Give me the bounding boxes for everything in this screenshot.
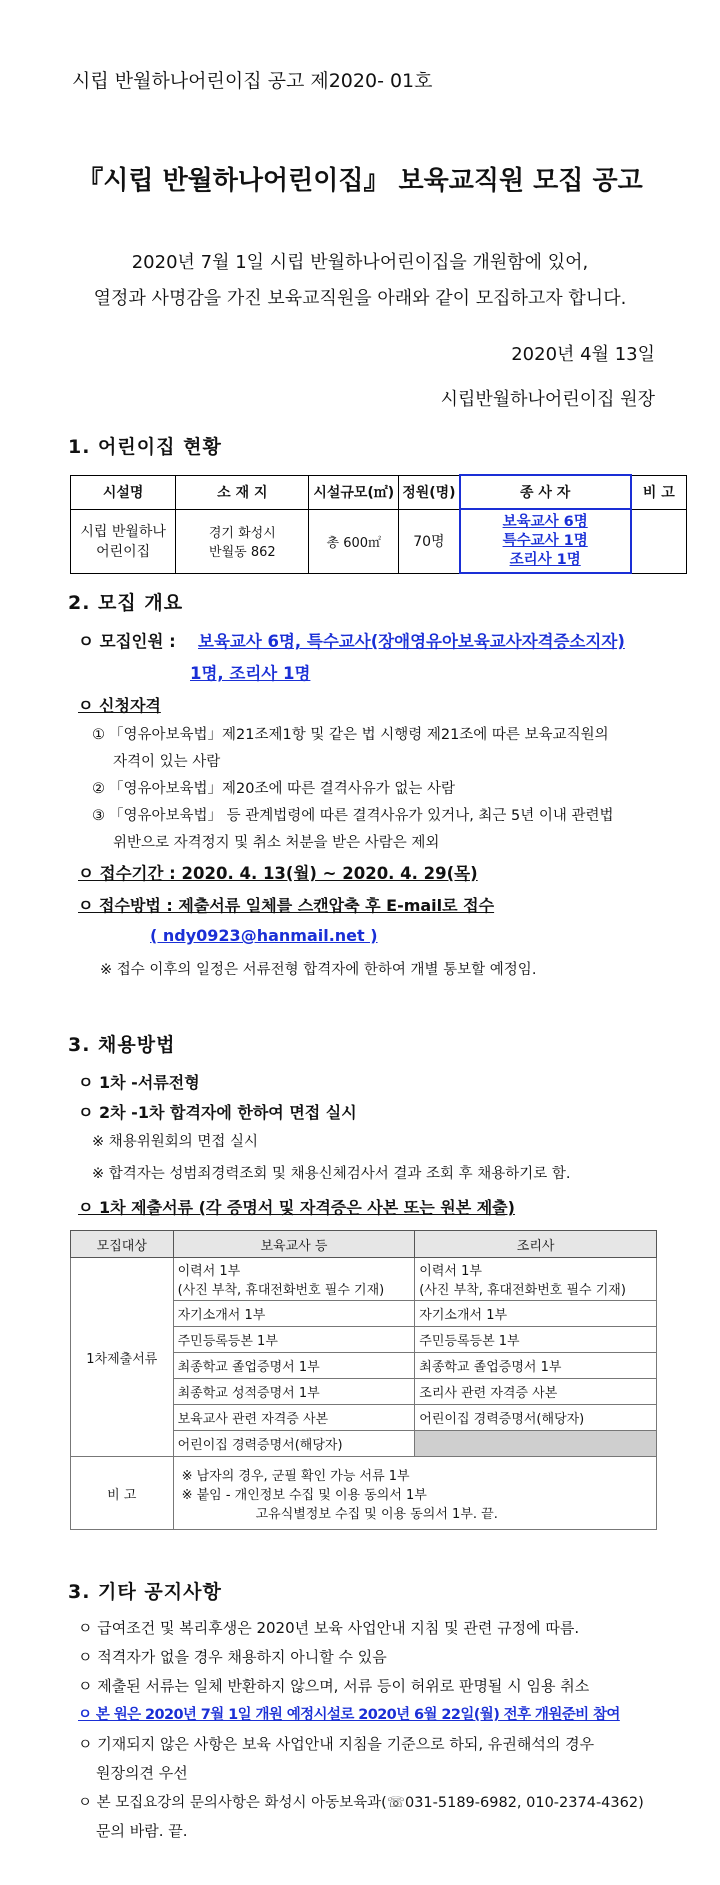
intro-line-2: 열정과 사명감을 가진 보육교직원을 아래와 같이 모집하고자 합니다. (93, 288, 627, 309)
step-note-1: ※ 채용위원회의 면접 실시 (92, 1134, 259, 1150)
section-2-heading: 2. 모집 개요 (68, 592, 184, 614)
application-note: ※ 접수 이후의 일정은 서류전형 합격자에 한하여 개별 통보할 예정임. (100, 962, 537, 978)
col-target: 모집대상 (71, 1231, 174, 1258)
step-1: ㅇ 1차 -서류전형 (78, 1073, 200, 1092)
facility-table-row (71, 509, 687, 573)
cook-doc: 주민등록등본 1부 (415, 1327, 657, 1353)
documents-row-label: 1차제출서류 (71, 1258, 174, 1457)
intro-line-1: 2020년 7월 1일 시립 반월하나어린이집을 개원함에 있어, (131, 252, 589, 273)
qualification-2: ② 「영유아보육법」제20조에 따른 결격사유가 없는 사람 (92, 781, 456, 797)
facility-table-header (71, 475, 687, 509)
notice-item: ㅇ 급여조건 및 복리후생은 2020년 보육 사업안내 지침 및 관련 규정에 따름. (78, 1619, 580, 1637)
teacher-doc: 최종학교 성적증명서 1부 (173, 1379, 415, 1405)
teacher-doc: 보육교사 관련 자격증 사본 (173, 1405, 415, 1431)
page-title: 『시립 반월하나어린이집』 보육교직원 모집 공고 (77, 166, 643, 196)
step-note-2: ※ 합격자는 성범죄경력조회 및 채용신체검사서 결과 조회 후 채용하기로 함. (92, 1166, 571, 1182)
col-facility-name: 시설명 (71, 475, 176, 509)
step-2: ㅇ 2차 -1차 합격자에 한하여 면접 실시 (78, 1103, 357, 1122)
facility-size: 총 600㎡ (309, 509, 399, 573)
facility-table (70, 474, 687, 574)
facility-note (631, 509, 687, 573)
cook-doc: 이력서 1부 (사진 부착, 휴대전화번호 필수 기재) (415, 1258, 657, 1301)
notice-number: 시립 반월하나어린이집 공고 제2020- 01호 (72, 70, 433, 92)
recruit-line-1: 보육교사 6명, 특수교사(장애영유아보육교사자격증소지자) (198, 632, 625, 651)
teacher-doc: 이력서 1부 (사진 부착, 휴대전화번호 필수 기재) (173, 1258, 415, 1301)
col-size: 시설규모(㎡) (309, 475, 399, 509)
facility-capacity: 70명 (399, 509, 460, 573)
cook-doc: 자기소개서 1부 (415, 1301, 657, 1327)
section-4-heading: 3. 기타 공지사항 (68, 1581, 222, 1603)
col-cook: 조리사 (415, 1231, 657, 1258)
cook-doc-empty (415, 1431, 657, 1457)
notice-item: ㅇ 적격자가 없을 경우 채용하지 아니할 수 있음 (78, 1648, 387, 1666)
notice-signer: 시립반월하나어린이집 원장 (440, 389, 655, 410)
notice-item: ㅇ 제출된 서류는 일체 반환하지 않으며, 서류 등이 허위로 판명될 시 임용 취소 (78, 1677, 590, 1695)
recruit-label: ㅇ 모집인원 : (78, 632, 176, 651)
qualification-3-cont: 위반으로 자격정지 및 취소 처분을 받은 사람은 제외 (113, 835, 440, 851)
documents-row (71, 1258, 657, 1301)
application-email[interactable]: ( ndy0923@hanmail.net ) (150, 926, 378, 945)
remarks: ※ 남자의 경우, 군필 확인 가능 서류 1부 ※ 붙임 - 개인정보 수집 및 이용 동의서 1부 고유식별정보 수집 및 이용 동의서 1부. 끝. (173, 1457, 656, 1530)
remarks-label: 비 고 (71, 1457, 174, 1530)
application-method: ㅇ 접수방법 : 제출서류 일체를 스캔압축 후 E-mail로 접수 (78, 896, 495, 915)
notice-item: ㅇ 기재되지 않은 사항은 보육 사업안내 지침을 기준으로 하되, 유권해석의 경우 (78, 1735, 595, 1753)
section-3-heading: 3. 채용방법 (68, 1034, 176, 1056)
notice-item-cont: 원장의견 우선 (96, 1764, 188, 1782)
documents-table (70, 1230, 657, 1530)
documents-remarks-row (71, 1457, 657, 1530)
recruit-line-2: 1명, 조리사 1명 (190, 664, 311, 683)
col-note: 비 고 (631, 475, 687, 509)
col-capacity: 정원(명) (399, 475, 460, 509)
cook-doc: 어린이집 경력증명서(해당자) (415, 1405, 657, 1431)
documents-table-header (71, 1231, 657, 1258)
facility-staff: 보육교사 6명 특수교사 1명 조리사 1명 (460, 509, 631, 573)
application-period: ㅇ 접수기간 : 2020. 4. 13(월) ~ 2020. 4. 29(목) (78, 864, 478, 883)
teacher-doc: 최종학교 졸업증명서 1부 (173, 1353, 415, 1379)
cook-doc: 최종학교 졸업증명서 1부 (415, 1353, 657, 1379)
notice-item: ㅇ 본 모집요강의 문의사항은 화성시 아동보육과(☏031-5189-6982, 010-2374-4362) (78, 1795, 644, 1811)
facility-name: 시립 반월하나 어린이집 (71, 509, 176, 573)
teacher-doc: 어린이집 경력증명서(해당자) (173, 1431, 415, 1457)
notice-item-highlight: ㅇ 본 원은 2020년 7월 1일 개원 예정시설로 2020년 6월 22일(월) 전후 개원준비 참여 (78, 1707, 620, 1723)
col-staff: 종 사 자 (460, 475, 631, 509)
documents-heading: ㅇ 1차 제출서류 (각 증명서 및 자격증은 사본 또는 원본 제출) (78, 1198, 515, 1217)
teacher-doc: 주민등록등본 1부 (173, 1327, 415, 1353)
teacher-doc: 자기소개서 1부 (173, 1301, 415, 1327)
col-address: 소 재 지 (176, 475, 309, 509)
facility-address: 경기 화성시 반월동 862 (176, 509, 309, 573)
notice-item-cont: 문의 바람. 끝. (96, 1822, 188, 1840)
qualification-1-cont: 자격이 있는 사람 (113, 754, 221, 770)
qualification-3: ③ 「영유아보육법」 등 관계법령에 따른 결격사유가 있거나, 최근 5년 이내 관련법 (92, 808, 614, 824)
section-1-heading: 1. 어린이집 현황 (68, 436, 222, 458)
col-teacher: 보육교사 등 (173, 1231, 415, 1258)
qualification-label: ㅇ 신청자격 (78, 696, 161, 715)
qualification-1: ① 「영유아보육법」제21조제1항 및 같은 법 시행령 제21조에 따른 보육교직원의 (92, 727, 609, 743)
cook-doc: 조리사 관련 자격증 사본 (415, 1379, 657, 1405)
notice-date: 2020년 4월 13일 (511, 344, 655, 365)
